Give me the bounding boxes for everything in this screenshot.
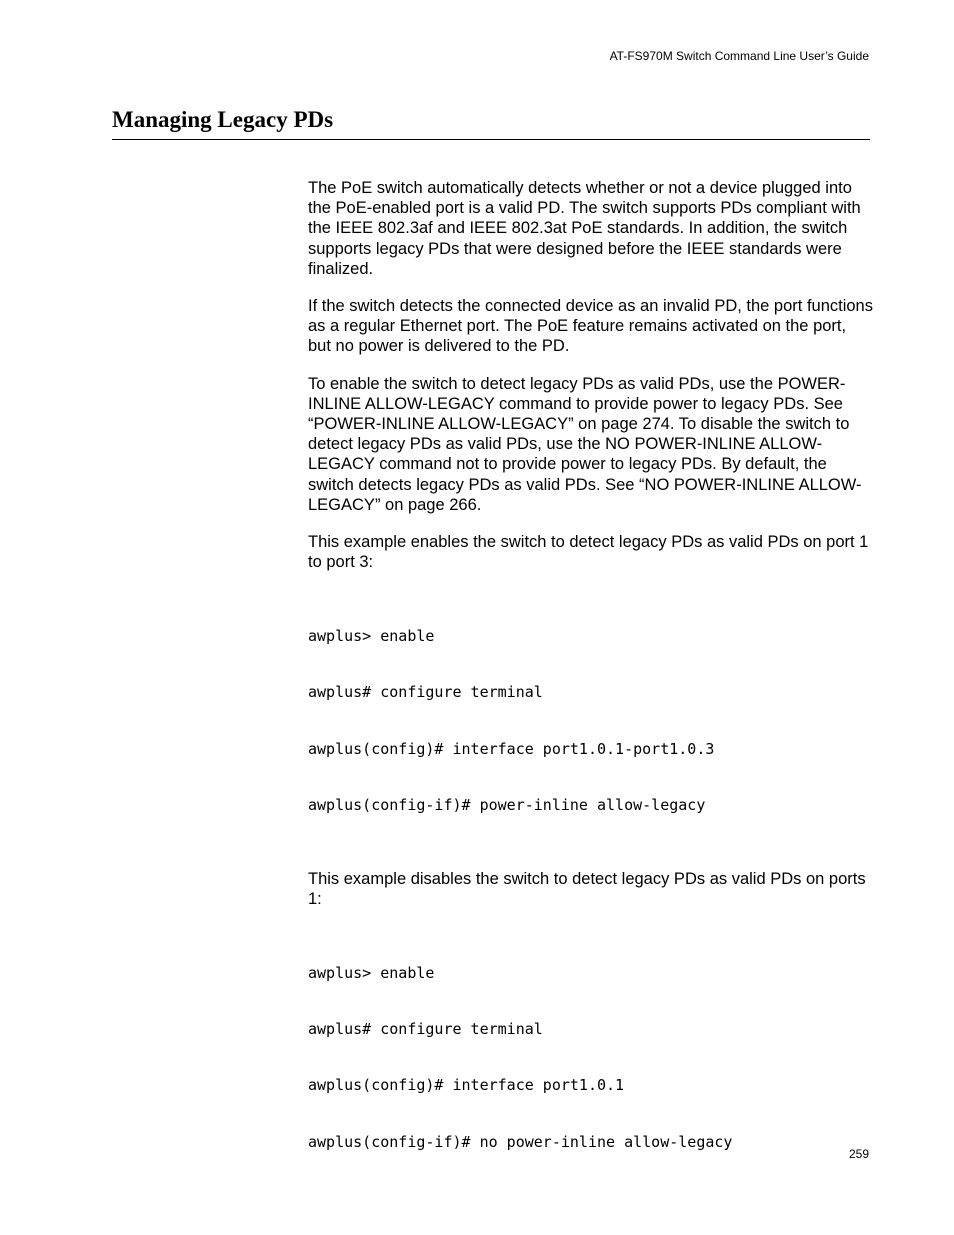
code-line: awplus(config)# interface port1.0.1-port1.0.3 xyxy=(308,739,715,758)
page-number: 259 xyxy=(848,1147,869,1161)
paragraph-enable-disable-legacy: To enable the switch to detect legacy PDs as valid PDs, use the POWER-INLINE ALLOW-LEGACY command to provide power to legacy PDs. See “POWER-INLINE ALLOW-LEGACY” on page 274. To disable the switch to detect legacy PDs as valid PDs, use the NO POWER-INLINE ALLOW-LEGACY command not to provide power to legacy PDs. By default, the switch detects legacy PDs as valid PDs. See “NO POWER-INLINE ALLOW-LEGACY” on page 266. xyxy=(308,374,862,514)
paragraph-enable-example-intro: This example enables the switch to detect legacy PDs as valid PDs on port 1 to port 3: xyxy=(308,533,869,572)
code-line: awplus# configure terminal xyxy=(308,683,543,702)
code-line: awplus(config)# interface port1.0.1 xyxy=(308,1076,625,1095)
paragraph-invalid-pd: If the switch detects the connected device as an invalid PD, the port functions as a regular Ethernet port. The PoE feature remains activated on the port, but no power is delivered to the PD. xyxy=(308,297,873,356)
code-example-disable xyxy=(308,926,873,1189)
section-title: Managing Legacy PDs xyxy=(112,107,334,132)
paragraph-disable-example-intro: This example disables the switch to detect legacy PDs as valid PDs on ports 1: xyxy=(308,869,866,908)
code-line: awplus# configure terminal xyxy=(308,1020,543,1038)
body-column xyxy=(308,178,873,1205)
running-header: AT-FS970M Switch Command Line User’s Guide xyxy=(609,49,869,63)
code-line: awplus> enable xyxy=(308,627,435,646)
code-example-enable xyxy=(308,589,873,852)
code-line: awplus(config-if)# no power-inline allow-legacy xyxy=(308,1132,733,1151)
code-line: awplus> enable xyxy=(308,963,435,982)
code-line: awplus(config-if)# power-inline allow-legacy xyxy=(308,796,706,815)
title-divider xyxy=(112,139,870,140)
paragraph-poe-detection: The PoE switch automatically detects whether or not a device plugged into the PoE-enabled port is a valid PD. The switch supports PDs compliant with the IEEE 802.3af and IEEE 802.3at PoE standards. In addition, the switch supports legacy PDs that were designed before the IEEE standards were finalized. xyxy=(308,179,861,278)
